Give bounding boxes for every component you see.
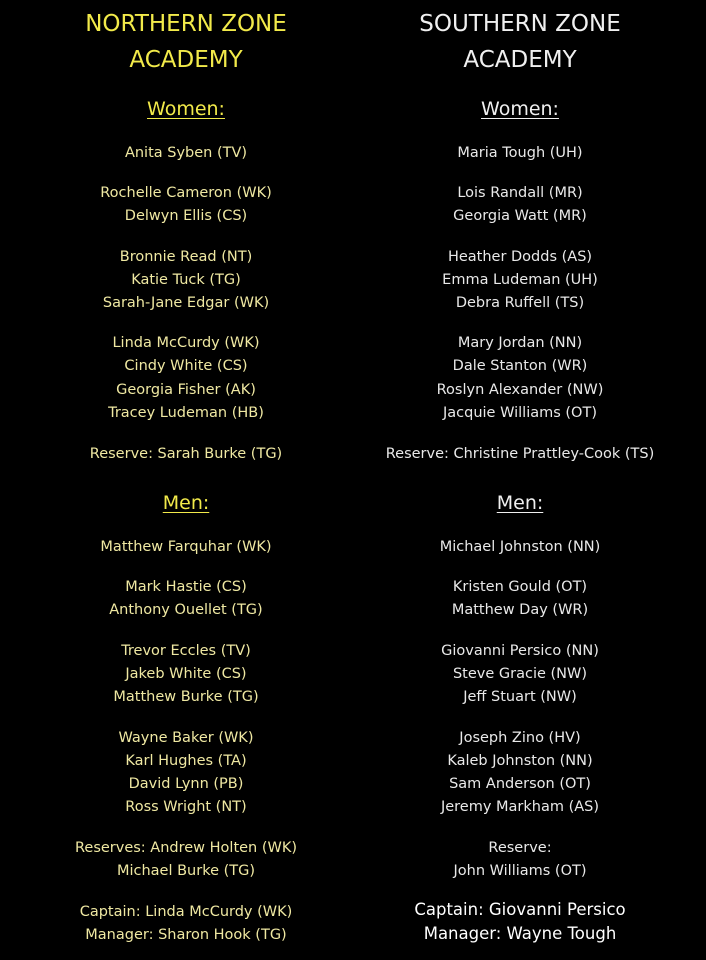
south-women-reserve: Reserve: Christine Prattley-Cook (TS)	[385, 446, 655, 462]
north-manager: Manager: Sharon Hook (TG)	[85, 927, 287, 943]
south-manager: Manager: Wayne Tough	[423, 924, 617, 943]
south-women-player: Mary Jordan (NN)	[457, 335, 583, 351]
south-men-player: Giovanni Persico (NN)	[441, 643, 599, 659]
north-women-player: Bronnie Read (NT)	[119, 249, 253, 265]
south-men-reserve-cont: John Williams (OT)	[453, 863, 587, 879]
north-women-reserve: Reserve: Sarah Burke (TG)	[89, 446, 283, 462]
south-women-player: Dale Stanton (WR)	[452, 358, 588, 374]
south-women-player: Emma Ludeman (UH)	[442, 272, 598, 288]
north-women-heading: Women:	[147, 98, 225, 120]
north-captain: Captain: Linda McCurdy (WK)	[79, 904, 293, 920]
south-men-reserve: Reserve:	[488, 840, 552, 856]
south-men-player: Kristen Gould (OT)	[452, 579, 588, 595]
north-men-reserves-cont: Michael Burke (TG)	[116, 863, 256, 879]
southern-zone-title-academy: ACADEMY	[463, 47, 577, 73]
south-men-player: Michael Johnston (NN)	[439, 539, 601, 555]
south-men-heading: Men:	[496, 492, 544, 514]
south-men-player: Kaleb Johnston (NN)	[447, 753, 593, 769]
south-men-player: Matthew Day (WR)	[451, 602, 589, 618]
north-women-player: Tracey Ludeman (HB)	[108, 405, 264, 421]
northern-zone-title: NORTHERN ZONE	[85, 11, 287, 37]
north-women-player: Katie Tuck (TG)	[131, 272, 241, 288]
south-men-player: Jeff Stuart (NW)	[463, 689, 577, 705]
south-women-player: Georgia Watt (MR)	[453, 208, 587, 224]
north-men-reserves: Reserves: Andrew Holten (WK)	[74, 840, 298, 856]
north-men-player: Anthony Ouellet (TG)	[109, 602, 263, 618]
north-women-player: Cindy White (CS)	[124, 358, 248, 374]
northern-zone-title-academy: ACADEMY	[129, 47, 243, 73]
north-men-player: Mark Hastie (CS)	[125, 579, 247, 595]
north-men-player: Matthew Burke (TG)	[113, 689, 259, 705]
south-captain: Captain: Giovanni Persico	[414, 900, 626, 919]
south-women-player: Lois Randall (MR)	[457, 185, 583, 201]
north-women-player: Linda McCurdy (WK)	[112, 335, 260, 351]
north-women-player: Delwyn Ellis (CS)	[124, 208, 248, 224]
north-women-player: Sarah-Jane Edgar (WK)	[102, 295, 270, 311]
north-women-player: Georgia Fisher (AK)	[116, 382, 256, 398]
south-men-player: Jeremy Markham (AS)	[440, 799, 600, 815]
north-men-player: Karl Hughes (TA)	[125, 753, 247, 769]
south-men-player: Sam Anderson (OT)	[449, 776, 591, 792]
south-women-player: Jacquie Williams (OT)	[443, 405, 597, 421]
north-women-player: Anita Syben (TV)	[124, 145, 248, 161]
south-men-player: Steve Gracie (NW)	[452, 666, 588, 682]
north-men-player: Wayne Baker (WK)	[118, 730, 254, 746]
north-men-player: Matthew Farquhar (WK)	[100, 539, 272, 555]
southern-zone-title: SOUTHERN ZONE	[419, 11, 621, 37]
north-women-player: Rochelle Cameron (WK)	[100, 185, 272, 201]
north-men-player: Ross Wright (NT)	[125, 799, 247, 815]
north-men-player: David Lynn (PB)	[128, 776, 244, 792]
south-women-player: Debra Ruffell (TS)	[455, 295, 585, 311]
south-women-player: Heather Dodds (AS)	[447, 249, 593, 265]
south-women-player: Roslyn Alexander (NW)	[436, 382, 604, 398]
north-men-player: Trevor Eccles (TV)	[121, 643, 251, 659]
north-men-player: Jakeb White (CS)	[125, 666, 247, 682]
south-women-heading: Women:	[481, 98, 559, 120]
south-women-player: Maria Tough (UH)	[457, 145, 583, 161]
north-men-heading: Men:	[162, 492, 210, 514]
south-men-player: Joseph Zino (HV)	[459, 730, 581, 746]
